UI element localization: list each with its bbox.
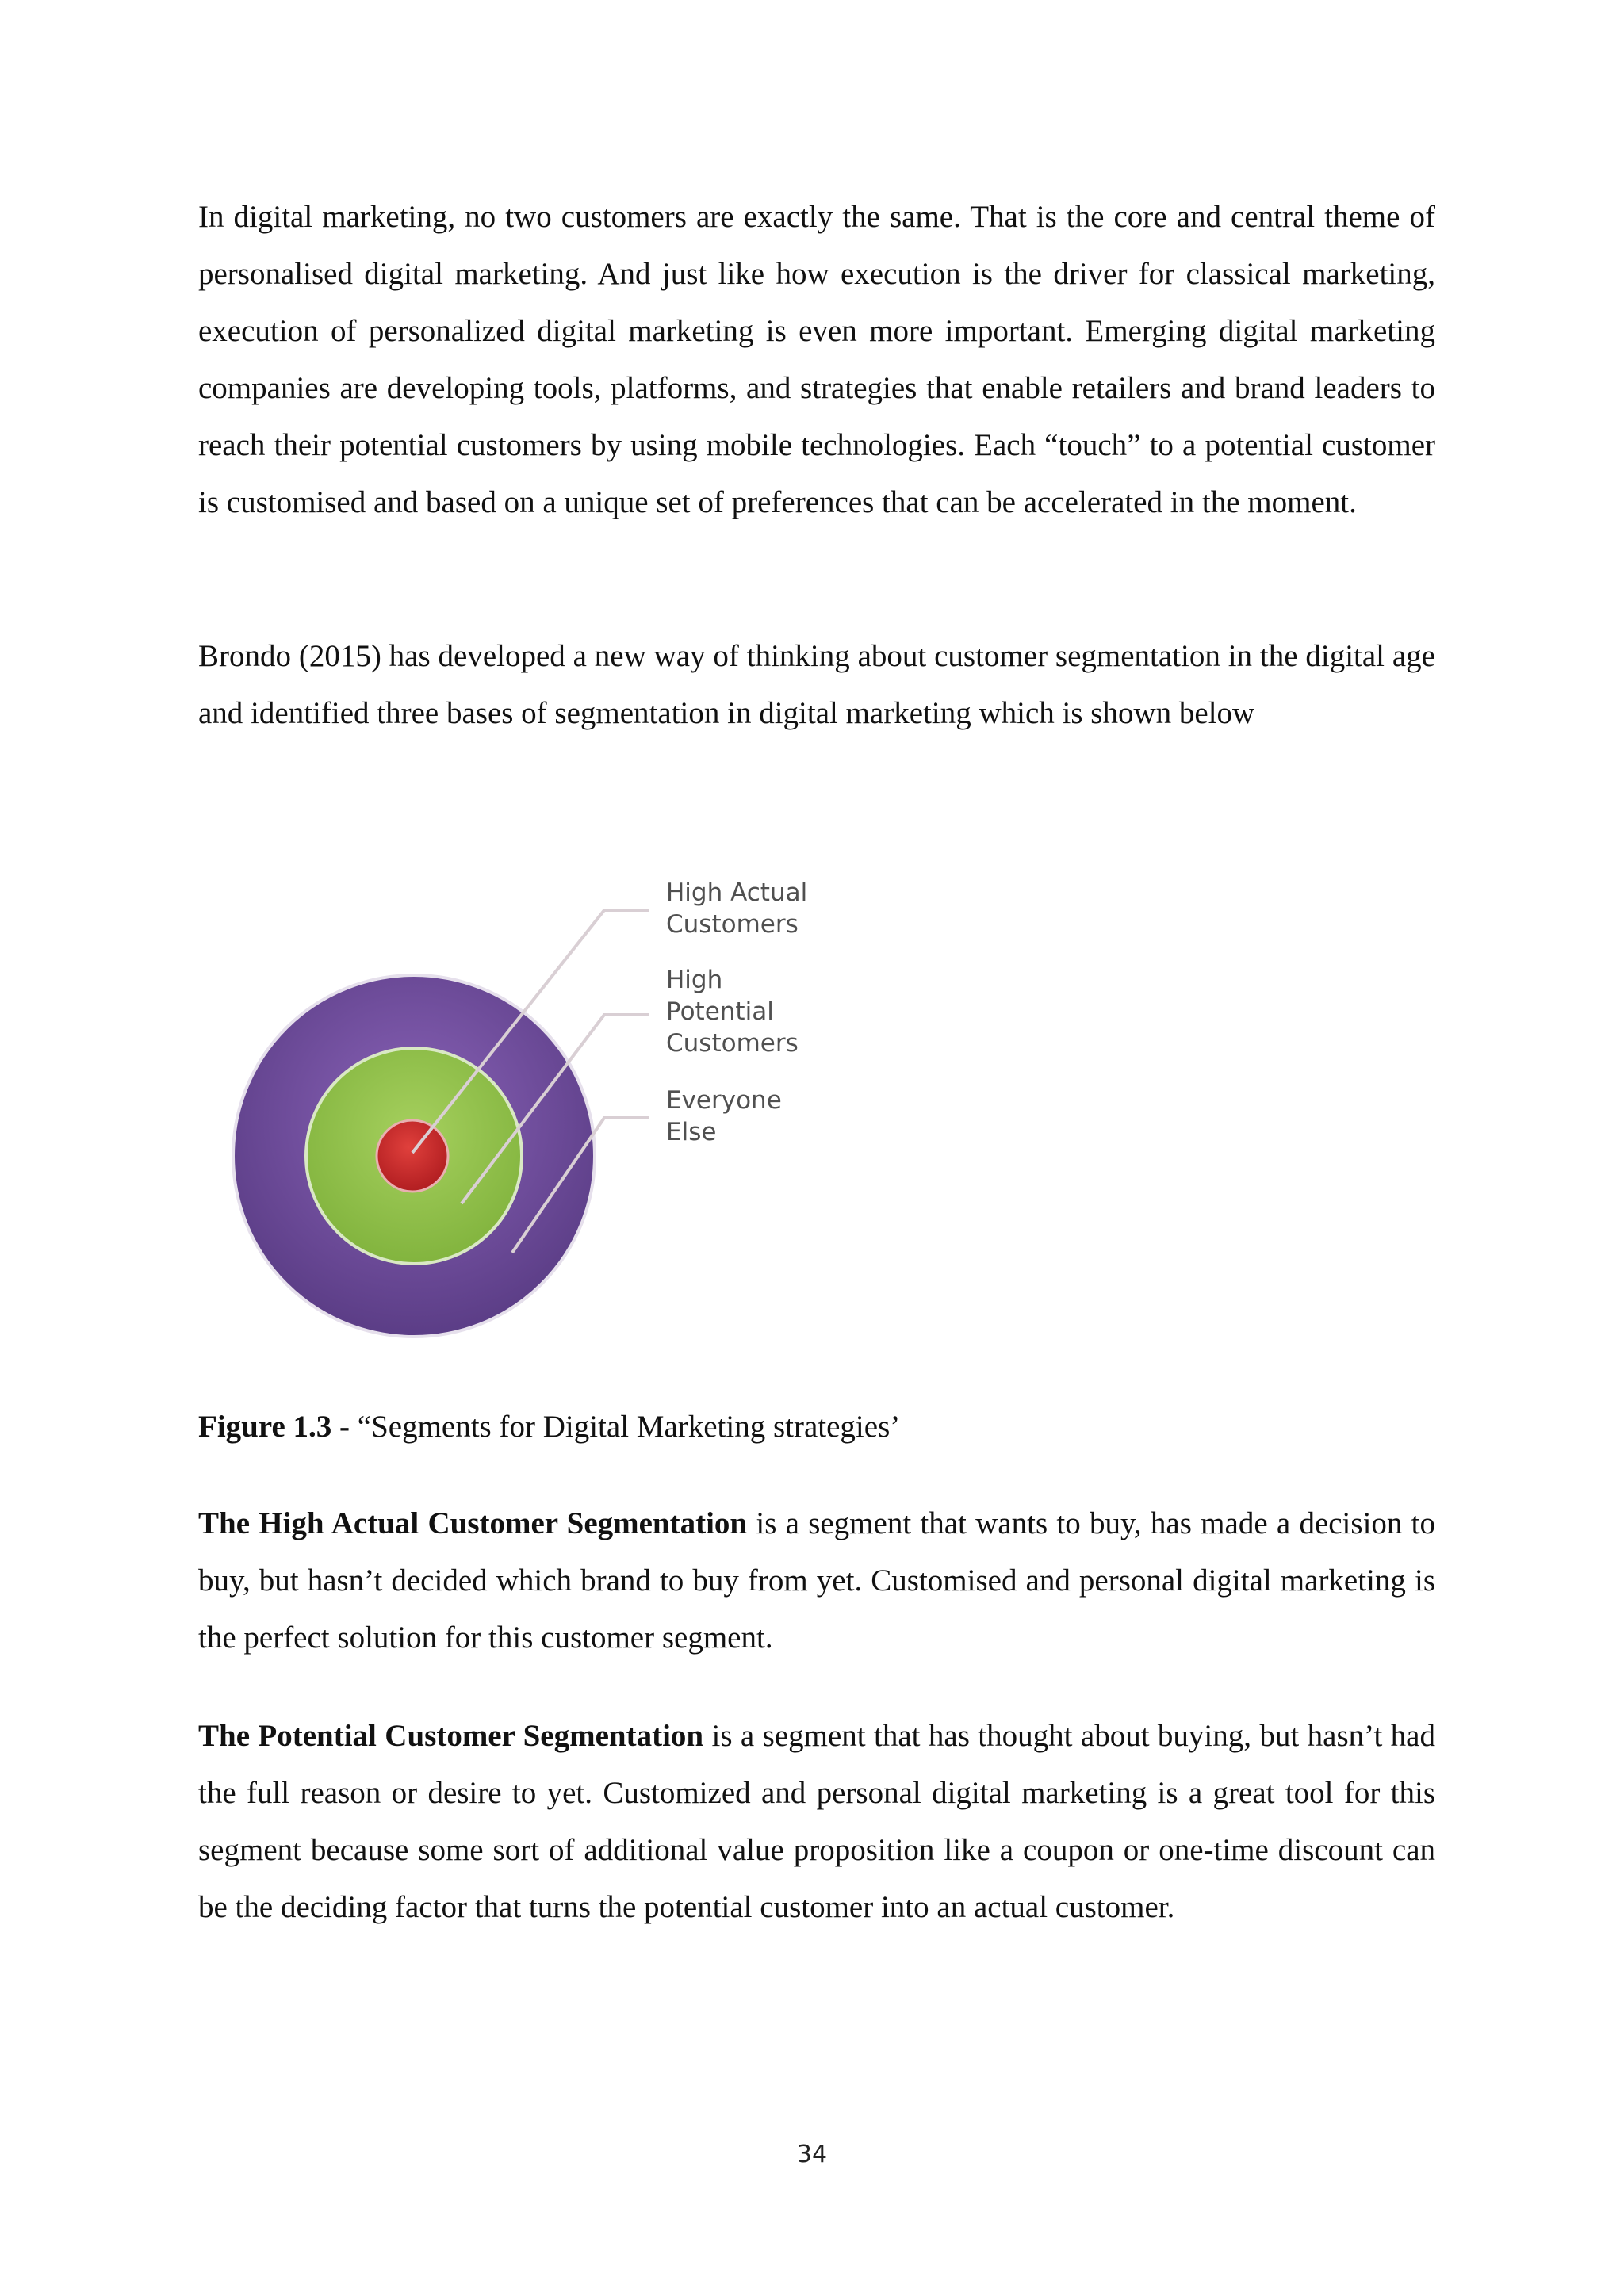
- paragraph-intro: In digital marketing, no two customers are exactly the same. That is the core and central theme of personalised digital marketing. And just like how execution is the driver for classical marketing, execution of personalized digital marketing is even more important. Emerging digital marketing companies are developing tools, platforms, and strategies that enable retailers and brand leaders to reach their potential customers by using mobile technologies. Each “touch” to a potential customer is customised and based on a unique set of preferences that can be accelerated in the moment.: [198, 200, 1435, 519]
- definition-potential: is a segment that has thought about buying, but hasn’t had the full reason or desire to yet. Customized and personal digital marketing is a great tool for this segment because some sort of additional value proposition like a coupon or one-time discount can be the deciding factor that turns the potential customer into an actual customer.: [198, 1719, 1435, 1924]
- term-high-actual-segmentation: The High Actual Customer Segmentation: [198, 1506, 748, 1540]
- inner-circle-high-actual: [377, 1120, 448, 1192]
- term-potential-segmentation: The Potential Customer Segmentation: [198, 1719, 704, 1753]
- figure-caption: [198, 1399, 1435, 1456]
- figure-caption-separator: -: [331, 1410, 358, 1444]
- label-everyone-else-line1: Everyone: [666, 1086, 782, 1115]
- definition-high-actual: is a segment that wants to buy, has made a decision to buy, but hasn’t decided which brand to buy from yet. Customised and personal digital marketing is the perfect solution for this customer segment.: [198, 1506, 1435, 1655]
- concentric-circles-svg: [198, 856, 912, 1364]
- paragraph-potential: [198, 1708, 1435, 1936]
- label-high-potential-line1: High: [666, 966, 723, 994]
- label-high-actual-line1: High Actual: [666, 878, 808, 907]
- segmentation-diagram: [198, 856, 912, 1364]
- label-everyone-else-line2: Else: [666, 1118, 717, 1146]
- label-high-potential-line3: Customers: [666, 1029, 799, 1058]
- figure-caption-label: Figure 1.3: [198, 1410, 332, 1444]
- label-high-actual-line2: Customers: [666, 910, 799, 939]
- figure-caption-text: “Segments for Digital Marketing strategies’: [357, 1410, 901, 1444]
- paragraph-brondo: Brondo (2015) has developed a new way of thinking about customer segmentation in the digital age and identified three bases of segmentation in digital marketing which is shown below: [198, 639, 1435, 730]
- page-number: 34: [796, 2141, 828, 2168]
- label-high-potential-line2: Potential: [666, 997, 774, 1026]
- paragraph-high-actual: [198, 1495, 1435, 1667]
